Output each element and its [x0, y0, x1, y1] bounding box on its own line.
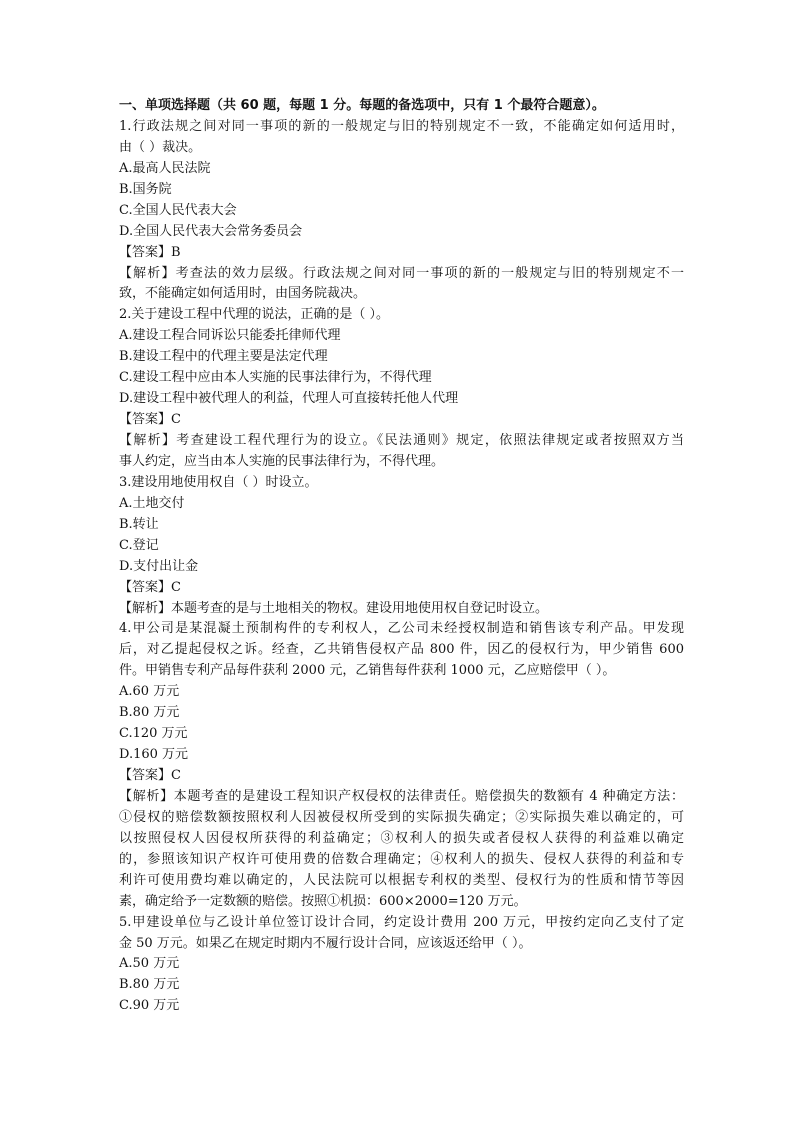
answer-option: B.国务院: [119, 181, 172, 197]
answer-key: 【答案】C: [119, 579, 181, 595]
analysis-line: 以按照侵权人因侵权所获得的利益确定；③权利人的损失或者侵权人获得的利益难以确定: [119, 830, 684, 846]
analysis-line: 【解析】考查法的效力层级。行政法规之间对同一事项的新的一般规定与旧的特别规定不一: [119, 265, 684, 281]
answer-key: 【答案】C: [119, 768, 181, 783]
analysis-line: ①侵权的赔偿数额按照权利人因被侵权所受到的实际损失确定；②实际损失难以确定的，可: [119, 809, 684, 825]
question-stem-line: 1.行政法规之间对同一事项的新的一般规定与旧的特别规定不一致，不能确定如何适用时，: [119, 118, 684, 134]
analysis-line: 利许可使用费均难以确定的，人民法院可以根据专利权的类型、侵权行为的性质和情节等因: [119, 872, 684, 888]
answer-option: A.最高人民法院: [119, 160, 211, 176]
answer-option: C.90 万元: [119, 998, 180, 1014]
section-heading: 一、单项选择题（共 60 题，每题 1 分。每题的备选项中，只有 1 个最符合题意）。: [119, 98, 605, 113]
question-stem-line: 后，对乙提起侵权之诉。经查，乙共销售侵权产品 800 件，因乙的侵权行为，甲少销售 600: [119, 642, 684, 658]
analysis-line: 致，不能确定如何适用时，由国务院裁决。: [119, 286, 367, 302]
answer-option: D.160 万元: [119, 747, 189, 763]
question-stem-line: 由（ ）裁决。: [119, 139, 202, 155]
answer-option: A.60 万元: [119, 684, 180, 700]
answer-option: A.土地交付: [119, 495, 185, 511]
analysis-line: 【解析】本题考查的是与土地相关的物权。建设用地使用权自登记时设立。: [119, 600, 549, 616]
answer-option: B.转让: [119, 516, 159, 532]
answer-option: C.建设工程中应由本人实施的民事法律行为，不得代理: [119, 370, 432, 386]
question-stem-line: 金 50 万元。如果乙在规定时期内不履行设计合同，应该返还给甲（ ）。: [119, 935, 532, 951]
answer-option: D.支付出让金: [119, 558, 199, 574]
analysis-line: 的，参照该知识产权许可使用费的倍数合理确定；④权利人的损失、侵权人获得的利益和专: [119, 851, 684, 867]
question-stem-line: 件。甲销售专利产品每件获利 2000 元，乙销售每件获利 1000 元，乙应赔偿甲（ ）。: [119, 663, 616, 679]
answer-option: A.50 万元: [119, 956, 180, 972]
question-4: [119, 619, 684, 912]
analysis-line: 【解析】本题考查的是建设工程知识产权侵权的法律责任。赔偿损失的数额有 4 种确定方法：: [119, 788, 684, 804]
answer-key: 【答案】B: [119, 244, 181, 260]
answer-option: D.全国人民代表大会常务委员会: [119, 223, 303, 239]
document-body: [119, 96, 684, 1017]
answer-option: B.80 万元: [119, 977, 180, 993]
question-stem-line: 4.甲公司是某混凝土预制构件的专利权人，乙公司未经授权制造和销售该专利产品。甲发现: [119, 621, 684, 637]
answer-option: D.建设工程中被代理人的利益，代理人可直接转托他人代理: [119, 391, 459, 407]
answer-key: 【答案】C: [119, 412, 181, 428]
answer-option: C.登记: [119, 537, 159, 553]
answer-option: C.120 万元: [119, 726, 188, 742]
analysis-line: 【解析】考查建设工程代理行为的设立。《民法通则》规定，依照法律规定或者按照双方当: [119, 433, 684, 448]
question-stem-line: 3.建设用地使用权自（ ）时设立。: [119, 474, 318, 490]
answer-option: B.建设工程中的代理主要是法定代理: [119, 349, 328, 365]
question-list: [119, 117, 684, 1017]
question-3: [119, 473, 684, 620]
question-stem-line: 2.关于建设工程中代理的说法，正确的是（ ）。: [119, 307, 390, 323]
analysis-line: 素，确定给予一定数额的赔偿。按照①机损：600×2000=120 万元。: [119, 893, 527, 909]
answer-option: C.全国人民代表大会: [119, 202, 237, 218]
question-5: [119, 913, 684, 1018]
answer-option: B.80 万元: [119, 705, 180, 721]
answer-option: A.建设工程合同诉讼只能委托律师代理: [119, 328, 341, 344]
question-stem-line: 5.甲建设单位与乙设计单位签订设计合同，约定设计费用 200 万元，甲按约定向乙支付了定: [119, 914, 684, 930]
question-2: [119, 305, 684, 473]
analysis-line: 事人约定，应当由本人实施的民事法律行为，不得代理。: [119, 453, 445, 469]
question-1: [119, 117, 684, 305]
